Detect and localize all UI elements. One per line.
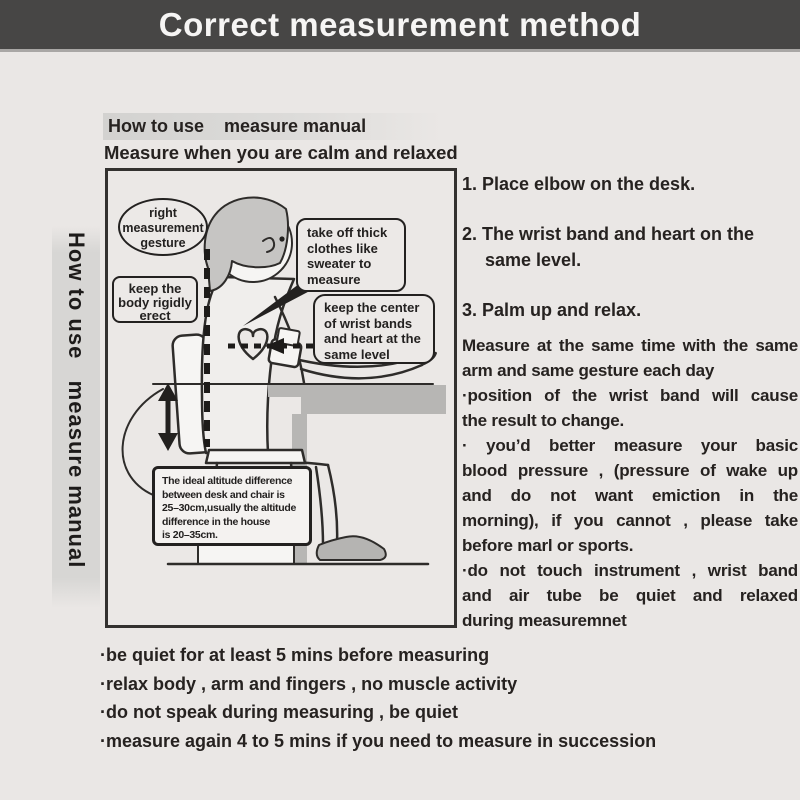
eye-dot bbox=[279, 236, 284, 241]
note-line: blood pressure , (pressure of wake up bbox=[462, 461, 798, 480]
note-line: Measure at the same time with the same bbox=[462, 336, 798, 355]
step-line: 3. Palm up and relax. bbox=[462, 300, 642, 320]
sidebar-vertical-label: How to use measure manual bbox=[64, 232, 89, 569]
callout-right-gesture: right measurement gesture bbox=[118, 198, 208, 256]
desk-slab bbox=[268, 385, 446, 414]
note-line: before marl or sports. bbox=[462, 536, 634, 555]
slipper bbox=[317, 536, 386, 560]
note-line: arm and same gesture each day bbox=[462, 361, 715, 380]
note-line: and do not want emiction in the bbox=[462, 486, 798, 505]
callout-body-erect: keep the body rigidly erect bbox=[112, 276, 198, 323]
chair-seat bbox=[206, 450, 305, 463]
note-line: ·do not touch instrument , wrist band bbox=[462, 561, 798, 580]
height-arrow-down bbox=[158, 433, 178, 451]
shin-front bbox=[328, 465, 337, 543]
note-line: ·position of the wrist band will cause bbox=[462, 386, 798, 405]
tip-line: ·do not speak during measuring , be quiet bbox=[100, 702, 459, 722]
tip-line: ·measure again 4 to 5 mins if you need to measure in succession bbox=[100, 730, 657, 751]
note-line: morning), if you cannot , please take bbox=[462, 511, 798, 530]
section-subheading: Measure when you are calm and relaxed bbox=[104, 142, 458, 163]
sidebar-vertical-band bbox=[52, 226, 100, 608]
header-bar bbox=[0, 0, 800, 52]
shin-back bbox=[316, 467, 323, 545]
tip-line: ·relax body , arm and fingers , no muscle activity bbox=[100, 673, 518, 694]
note-line: and air tube be quiet and relaxed bbox=[462, 586, 798, 605]
section-heading: How to use measure manual bbox=[103, 113, 442, 140]
page-title: Correct measurement method bbox=[158, 5, 642, 43]
note-line: during measuremnet bbox=[462, 611, 627, 630]
callout-take-off-clothes: take off thick clothes like sweater to measure bbox=[296, 218, 406, 292]
step-line: same level. bbox=[485, 250, 582, 270]
note-line: the result to change. bbox=[462, 411, 625, 430]
notes-paragraphs bbox=[462, 333, 798, 633]
step-line: 1. Place elbow on the desk. bbox=[462, 174, 696, 194]
steps-list bbox=[462, 171, 798, 323]
callout-wrist-heart-level: keep the center of wrist bands and heart at the same level bbox=[313, 294, 435, 364]
note-line: · you’d better measure your basic bbox=[462, 436, 798, 455]
illustration-box bbox=[105, 168, 457, 628]
step-line: 2. The wrist band and heart on the bbox=[462, 224, 755, 244]
tip-line: ·be quiet for at least 5 mins before measuring bbox=[100, 645, 490, 665]
callout-altitude-difference: The ideal altitude difference between desk and chair is 25–30cm,usually the altitude difference in the house is 20–35cm. bbox=[152, 466, 312, 546]
tips-list bbox=[100, 641, 656, 755]
